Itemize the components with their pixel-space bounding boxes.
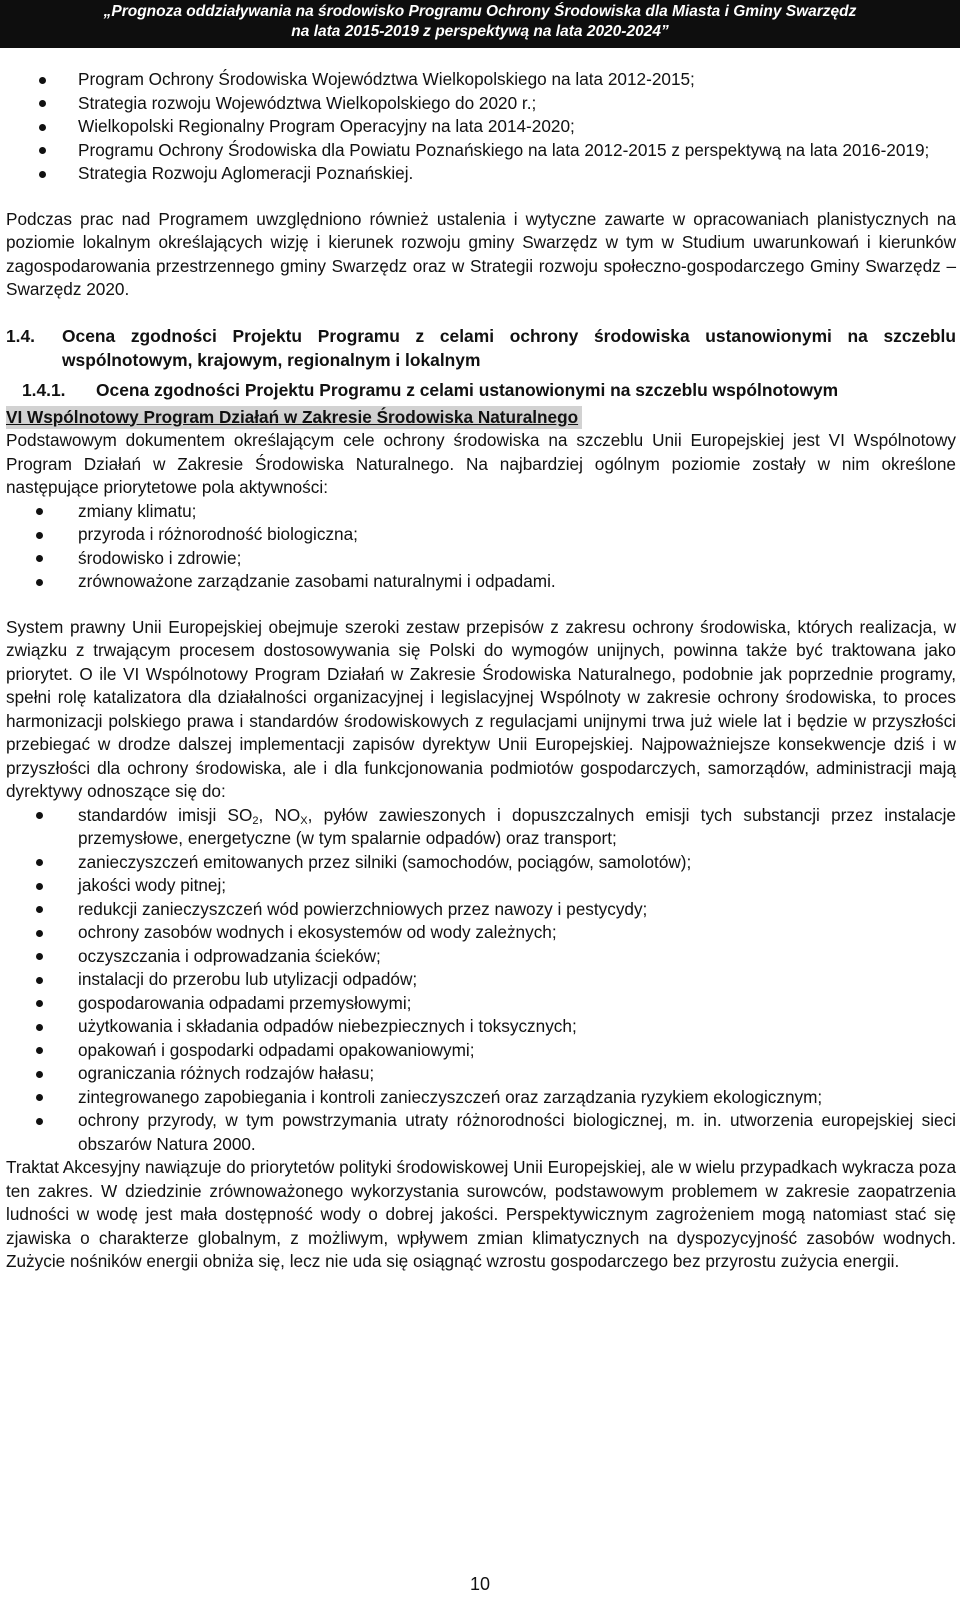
list-item: opakowań i gospodarki odpadami opakowaniowymi; xyxy=(6,1039,956,1063)
paragraph-eu-program: Podstawowym dokumentem określającym cele ochrony środowiska na szczeblu Unii Europejskiej jest VI Wspólnotowy Program Działań w Zakresie Środowiska Naturalnego. Na najbardziej ogólnym poziomie zostały w nim określone następujące priorytetowe pola aktywności: xyxy=(6,430,956,497)
list-item: ograniczania różnych rodzajów hałasu; xyxy=(6,1062,956,1086)
programs-list xyxy=(6,68,956,186)
list-item: zanieczyszczeń emitowanych przez silniki (samochodów, pociągów, samolotów); xyxy=(6,851,956,875)
list-item: ochrony zasobów wodnych i ekosystemów od wody zależnych; xyxy=(6,921,956,945)
emissions-text-post: , pyłów zawieszonych i dopuszczalnych emisji tych substancji przez instalacje przemysłowe, energetyczne (w tym spalarnie odpadów) oraz transport; xyxy=(78,804,956,848)
priority-areas-list xyxy=(6,500,956,594)
section-heading xyxy=(6,324,956,372)
list-item: gospodarowania odpadami przemysłowymi; xyxy=(6,992,956,1016)
list-item: przyroda i różnorodność biologiczna; xyxy=(6,523,956,547)
list-item: zrównoważone zarządzanie zasobami naturalnymi i odpadami. xyxy=(6,570,956,594)
document-body xyxy=(6,68,956,1274)
emissions-text-mid: , NO xyxy=(258,804,301,825)
list-item: oczyszczania i odprowadzania ścieków; xyxy=(6,945,956,969)
page-number: 10 xyxy=(469,1574,491,1594)
subsection-number: 1.4.1. xyxy=(22,379,66,400)
subsection-title: Ocena zgodności Projektu Programu z celami ustanowionymi na szczeblu wspólnotowym xyxy=(96,379,839,400)
subscript-2: 2 xyxy=(252,814,259,827)
paragraph-eu-law: System prawny Unii Europejskiej obejmuje szeroki zestaw przepisów z zakresu ochrony środowiska, których realizacja, w związku z trwającym procesem dostosowywania się Polski do wymogów unijnych, powinna także być traktowana jako priorytet. O ile VI Wspólnotowy Program Działań w Zakresie Środowiska Naturalnego, podobnie jak poprzednie programy, spełni rolę katalizatora dla działalności organizacyjnej i legislacyjnej Wspólnoty w zakresie ochrony środowiska, to proces harmonizacji polskiego prawa i standardów środowiskowych z regulacjami unijnymi trwa już wiele lat i będzie w przyszłości przebiegać w drodze dalszej implementacji zapisów dyrektyw Unii Europejskiej. Najpoważniejsze konsekwencje dziś i w przyszłości dla ochrony środowiska, ale i dla funkcjonowania podmiotów gospodarczych, samorządów, administracji mają dyrektywy odnoszące się do: xyxy=(6,616,956,801)
list-item-emissions xyxy=(6,804,956,851)
list-item: Strategia rozwoju Województwa Wielkopolskiego do 2020 r.; xyxy=(6,92,956,116)
list-item: redukcji zanieczyszczeń wód powierzchniowych przez nawozy i pestycydy; xyxy=(6,898,956,922)
emissions-text-pre: standardów imisji SO xyxy=(78,804,253,825)
list-item: Strategia Rozwoju Aglomeracji Poznańskiej. xyxy=(6,162,956,186)
list-item: zmiany klimatu; xyxy=(6,500,956,524)
section-title: Ocena zgodności Projektu Programu z celami ochrony środowiska ustanowionymi na szczeblu wspólnotowym, krajowym, regionalnym i lokalnym xyxy=(62,325,956,370)
list-item: Wielkopolski Regionalny Program Operacyjny na lata 2014-2020; xyxy=(6,115,956,139)
list-item: użytkowania i składania odpadów niebezpiecznych i toksycznych; xyxy=(6,1015,956,1039)
list-item: Programu Ochrony Środowiska dla Powiatu Poznańskiego na lata 2012-2015 z perspektywą na lata 2016-2019; xyxy=(6,139,956,163)
subsection-heading xyxy=(6,378,956,402)
program-subheading: VI Wspólnotowy Program Działań w Zakresie Środowiska Naturalnego xyxy=(6,406,582,430)
list-item: instalacji do przerobu lub utylizacji odpadów; xyxy=(6,968,956,992)
subscript-x: X xyxy=(300,814,308,827)
header-line-1: „Prognoza oddziaływania na środowisko Programu Ochrony Środowiska dla Miasta i Gminy Swarzędz xyxy=(103,3,857,20)
list-item: jakości wody pitnej; xyxy=(6,874,956,898)
paragraph-accession-treaty: Traktat Akcesyjny nawiązuje do priorytetów polityki środowiskowej Unii Europejskiej, ale w wielu przypadkach wykracza poza ten zakres. W dziedzinie zrównoważonego wykorzystania surowców, podstawowym problemem w zakresie zaopatrzenia ludności w wodę jest mała dostępność wody o dobrej jakości. Perspektywicznym zagrożeniem mogą natomiast stać się zjawiska o charakterze globalnym, z możliwym, wpływem zmian klimatycznych na dyspozycyjność zasobów wodnych. Zużycie nośników energii obniża się, lecz nie uda się osiągnąć wzrostu gospodarczego bez przyrostu zużycia energii. xyxy=(6,1157,956,1271)
paragraph-planning: Podczas prac nad Programem uwzględniono również ustalenia i wytyczne zawarte w opracowaniach planistycznych na poziomie lokalnym określających wizję i kierunek rozwoju gminy Swarzędz w tym w Studium uwarunkowań i kierunków zagospodarowania przestrzennego gminy Swarzędz oraz w Strategii rozwoju społeczno-gospodarczego Gminy Swarzędz – Swarzędz 2020. xyxy=(6,208,956,299)
list-item: środowisko i zdrowie; xyxy=(6,547,956,571)
list-item: zintegrowanego zapobiegania i kontroli zanieczyszczeń oraz zarządzania ryzykiem ekologicznym; xyxy=(6,1086,956,1110)
section-number: 1.4. xyxy=(6,325,36,346)
list-item: ochrony przyrody, w tym powstrzymania utraty różnorodności biologicznej, m. in. utworzenia europejskiej sieci obszarów Natura 2000. xyxy=(6,1109,956,1156)
list-item: Program Ochrony Środowiska Województwa Wielkopolskiego na lata 2012-2015; xyxy=(6,68,956,92)
directives-list xyxy=(6,804,956,1157)
document-header xyxy=(0,0,960,48)
header-line-2: na lata 2015-2019 z perspektywą na lata 2020-2024” xyxy=(291,23,669,40)
